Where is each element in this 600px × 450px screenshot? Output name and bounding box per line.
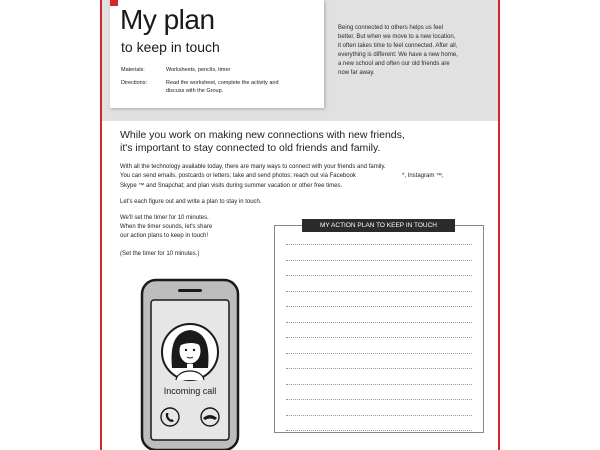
plan-writing-line[interactable] xyxy=(286,322,472,323)
phone-decline-icon[interactable] xyxy=(201,408,219,426)
intro-line: now far away. xyxy=(338,70,375,76)
tech-line-1: With all the technology available today, there are many ways to connect with your friends and family. xyxy=(120,164,386,170)
intro-paragraph xyxy=(338,24,476,78)
tech-line-2a: You can send emails, postcards or letters; take and send photos; reach out via Facebook xyxy=(120,173,356,179)
plan-writing-line[interactable] xyxy=(286,275,472,276)
materials-value: Worksheets, pencils, timer xyxy=(166,67,231,73)
timer-note: (Set the timer for 10 minutes.) xyxy=(120,251,200,257)
directions-label: Directions: xyxy=(121,80,147,86)
page-title: My plan xyxy=(120,4,215,35)
plan-writing-line[interactable] xyxy=(286,244,472,245)
plan-writing-line[interactable] xyxy=(286,430,472,431)
timer-line-1: We'll set the timer for 10 minutes. xyxy=(120,215,209,221)
phone-speaker xyxy=(178,289,202,292)
instruction-line: Let's each figure out and write a plan to stay in touch. xyxy=(120,199,262,205)
lead-line: it's important to stay connected to old friends and family. xyxy=(120,142,381,154)
intro-line: it often takes time to feel connected. After all, xyxy=(338,43,458,49)
materials-label: Materials: xyxy=(121,67,145,73)
plan-writing-line[interactable] xyxy=(286,291,472,292)
plan-writing-line[interactable] xyxy=(286,260,472,261)
phone-accept-icon[interactable] xyxy=(161,408,179,426)
directions-value-line-1: Read the worksheet, complete the activity and xyxy=(166,80,279,86)
plan-writing-line[interactable] xyxy=(286,399,472,400)
plan-writing-line[interactable] xyxy=(286,337,472,338)
lead-line: While you work on making new connections with new friends, xyxy=(120,129,405,141)
plan-writing-line[interactable] xyxy=(286,384,472,385)
intro-line: better. But when we move to a new location, xyxy=(338,34,456,40)
intro-line: everything is different: We have a new home, xyxy=(338,52,458,58)
action-plan-box[interactable] xyxy=(274,225,484,433)
tech-line-3: Skype ™ and Snapchat; and plan visits during summer vacation or other free times. xyxy=(120,183,343,189)
phone-illustration xyxy=(136,276,244,450)
intro-line: a new school and often our old friends are xyxy=(338,61,450,67)
lead-paragraph xyxy=(120,129,420,155)
timer-line-2: When the timer sounds, let's share xyxy=(120,224,213,230)
plan-writing-line[interactable] xyxy=(286,306,472,307)
plan-writing-line[interactable] xyxy=(286,415,472,416)
caller-avatar-icon xyxy=(162,324,218,380)
directions-value-line-2: discuss with the Group. xyxy=(166,88,224,94)
plan-writing-line[interactable] xyxy=(286,368,472,369)
tech-line-2b: *, Instagram ™, xyxy=(402,173,444,179)
timer-line-3: our action plans to keep in touch! xyxy=(120,233,209,239)
page-subtitle: to keep in touch xyxy=(121,39,220,55)
intro-line: Being connected to others helps us feel xyxy=(338,25,444,31)
accent-tab xyxy=(110,0,118,6)
incoming-call-label: Incoming call xyxy=(163,386,217,396)
action-plan-header: MY ACTION PLAN TO KEEP IN TOUCH xyxy=(302,219,455,232)
plan-writing-line[interactable] xyxy=(286,353,472,354)
